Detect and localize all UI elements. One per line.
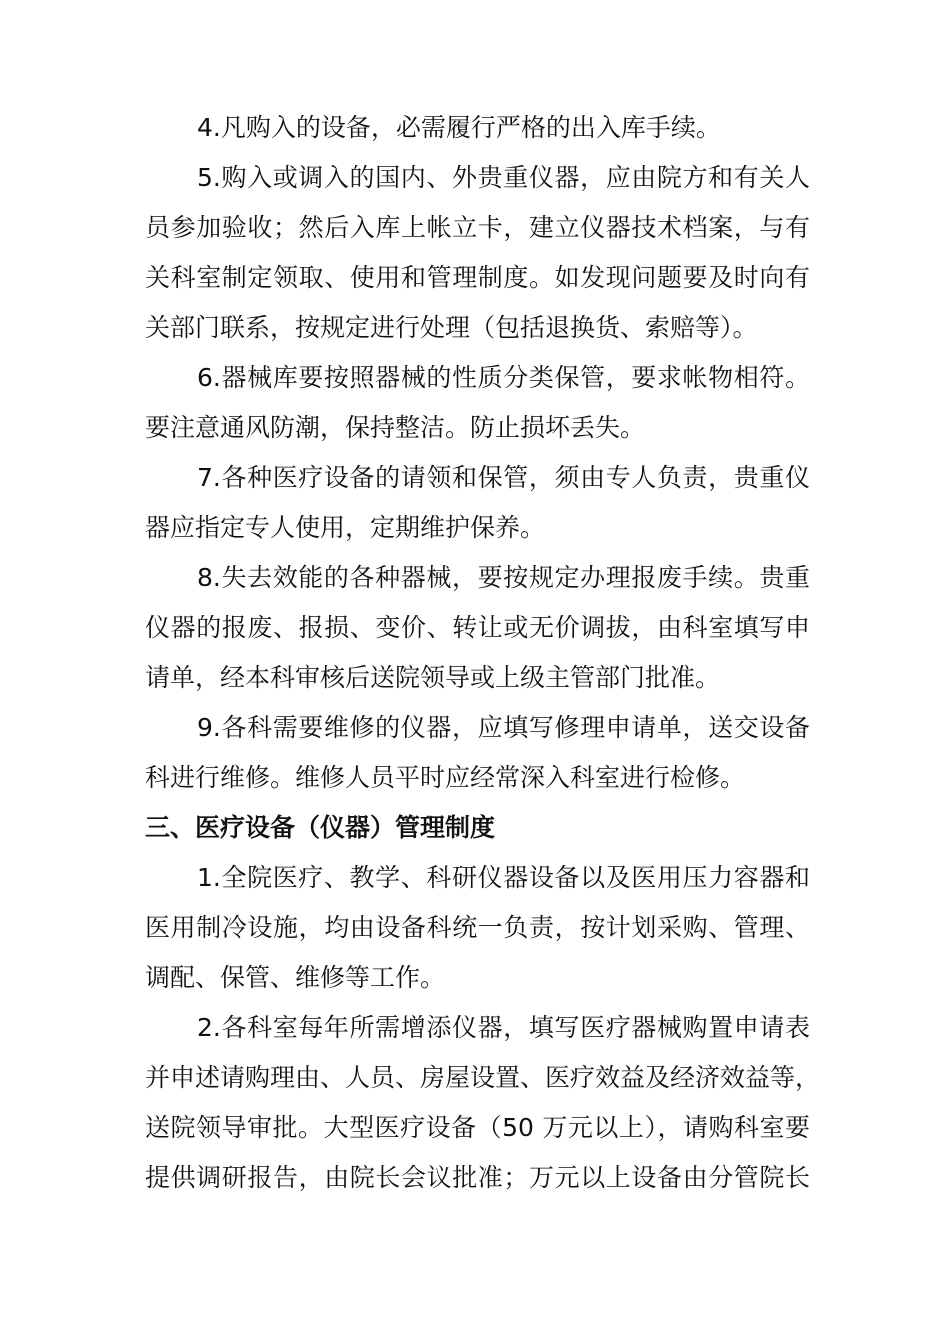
- document-body: [145, 103, 821, 1203]
- paragraph-9: [145, 703, 810, 803]
- paragraph-6: [145, 353, 810, 453]
- section-paragraph-1: [145, 853, 810, 1003]
- text-line: 关科室制定领取、使用和管理制度。如发现问题要及时向有: [145, 263, 810, 292]
- text-line: 6.器械库要按照器械的性质分类保管，要求帐物相符。: [197, 363, 810, 392]
- paragraph-4: [145, 103, 810, 153]
- text-line: 7.各种医疗设备的请领和保管，须由专人负责，贵重仪: [197, 463, 810, 492]
- text-line: 4.凡购入的设备，必需履行严格的出入库手续。: [197, 113, 721, 142]
- section-paragraph-2: [145, 1003, 821, 1203]
- paragraph-5: [145, 153, 810, 353]
- paragraph-7: [145, 453, 810, 553]
- section-heading: 三、医疗设备（仪器）管理制度: [145, 813, 496, 842]
- text-line: 仪器的报废、报损、变价、转让或无价调拔，由科室填写申: [145, 613, 810, 642]
- text-line: 器应指定专人使用，定期维护保养。: [145, 513, 546, 542]
- text-line: 员参加验收；然后入库上帐立卡，建立仪器技术档案，与有: [145, 213, 810, 242]
- text-line: 9.各科需要维修的仪器，应填写修理申请单，送交设备: [197, 713, 810, 742]
- text-line: 医用制冷设施，均由设备科统一负责，按计划采购、管理、: [145, 913, 810, 942]
- text-line: 2.各科室每年所需增添仪器，填写医疗器械购置申请表: [197, 1013, 810, 1042]
- paragraph-8: [145, 553, 810, 703]
- text-line: 送院领导审批。大型医疗设备（50 万元以上），请购科室要: [145, 1113, 810, 1142]
- text-line: 请单，经本科审核后送院领导或上级主管部门批准。: [145, 663, 721, 692]
- text-line: 1.全院医疗、教学、科研仪器设备以及医用压力容器和: [197, 863, 810, 892]
- text-line: 5.购入或调入的国内、外贵重仪器，应由院方和有关人: [197, 163, 810, 192]
- text-line: 并申述请购理由、人员、房屋设置、医疗效益及经济效益等，: [145, 1063, 821, 1092]
- text-line: 关部门联系，按规定进行处理（包括退换货、索赔等）。: [145, 313, 758, 342]
- text-line: 调配、保管、维修等工作。: [145, 963, 446, 992]
- text-line: 提供调研报告，由院长会议批准；万元以上设备由分管院长: [145, 1163, 810, 1192]
- text-line: 要注意通风防潮，保持整洁。防止损坏丢失。: [145, 413, 646, 442]
- text-line: 科进行维修。维修人员平时应经常深入科室进行检修。: [145, 763, 746, 792]
- text-line: 8.失去效能的各种器械，要按规定办理报废手续。贵重: [197, 563, 810, 592]
